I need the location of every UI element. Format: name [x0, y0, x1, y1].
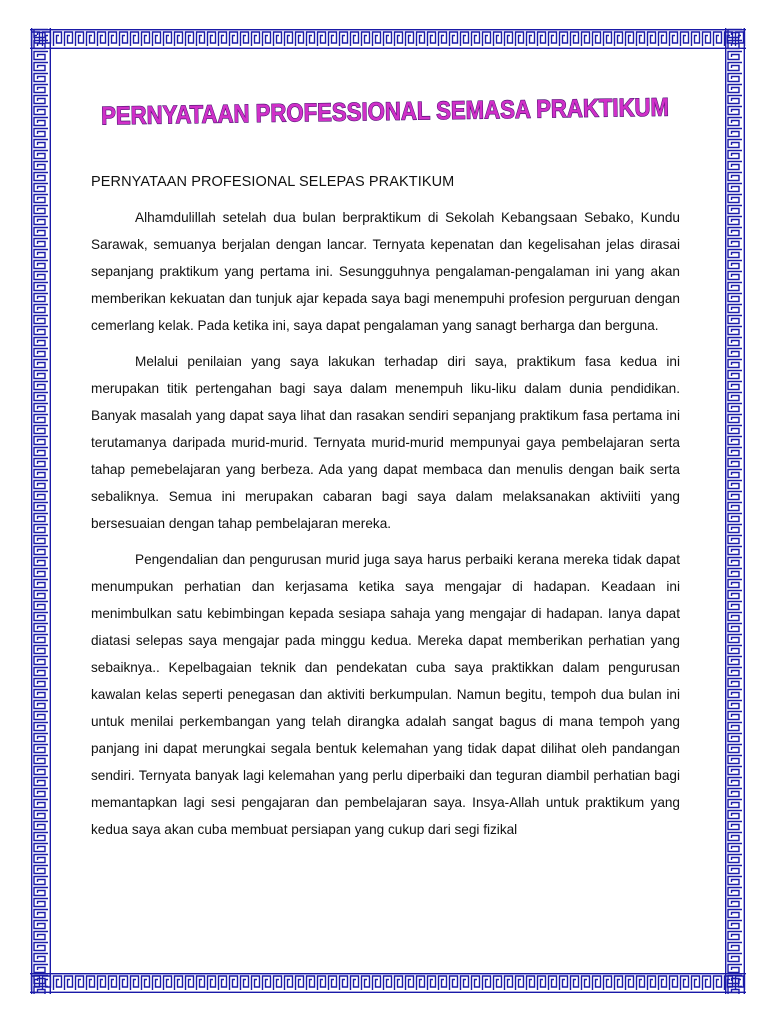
paragraph-2: Melalui penilaian yang saya lakukan terhadap diri saya, praktikum fasa kedua ini merupakan titik pertengahan bagi saya dalam menempuh liku-liku dalam dunia pendidikan. Banyak masalah yang dapat saya lihat dan rasakan sendiri sepanjang praktikum fasa pertama ini terutamanya daripada murid-murid. Ternyata murid-murid mempunyai gaya pembelajaran serta tahap pemebelajaran yang berbeza. Ada yang dapat membaca dan menulis dengan baik serta sebaliknya. Semua ini merupakan cabaran bagi saya dalam melaksanakan aktiviiti yang bersesuaian dengan tahap pembelajaran mereka. — [91, 354, 680, 531]
page-border-top — [30, 28, 746, 50]
paragraph-3: Pengendalian dan pengurusan murid juga saya harus perbaiki kerana mereka tidak dapat menumpukan perhatian dan kerjasama ketika saya mengajar di hadapan. Keadaan ini menimbulkan satu kebimbingan kepada sesiapa sahaja yang mengajar di hadapan. Ianya dapat diatasi selepas saya mengajar pada minggu kedua. Mereka dapat memberikan perhatian yang sebaiknya.. Kepelbagaian teknik dan pendekatan cuba saya praktikkan dalam pengurusan kawalan kelas seperti penegasan dan aktiviti berkumpulan. Namun begitu, tempoh dua bulan ini untuk menilai perkembangan yang telah dirangka adalah sangat bagus di mana tempoh yang panjang ini dapat merungkai segala bentuk kelemahan yang tidak dapat dilihat oleh pandangan sendiri. Ternyata banyak lagi kelemahan yang perlu diperbaiki dan teguran diambil perhatian bagi memantapkan lagi sesi pengajaran dan pembelajaran saya. Insya-Allah untuk praktikum yang kedua saya akan cuba membuat persiapan yang cukup dari segi fizikal — [91, 552, 680, 837]
document-body — [91, 174, 680, 852]
page-title-text: PERNYATAAN PROFESSIONAL SEMASA PRAKTIKUM — [100, 92, 756, 131]
page-border-right — [724, 28, 746, 994]
page-title — [90, 86, 756, 132]
section-heading: PERNYATAAN PROFESIONAL SELEPAS PRAKTIKUM — [91, 174, 455, 190]
page-border-left — [30, 28, 52, 994]
page-border-bottom — [30, 972, 746, 994]
paragraph-1: Alhamdulillah setelah dua bulan berpraktikum di Sekolah Kebangsaan Sebako, Kundu Sarawak, semuanya berjalan dengan lancar. Ternyata kepenatan dan kegelisahan jelas dirasai sepanjang praktikum yang pertama ini. Sesungguhnya pengalaman-pengalaman ini yang akan memberikan kekuatan dan tunjuk ajar kepada saya bagi menempuhi profesion perguruan dengan cemerlang kelak. Pada ketika ini, saya dapat pengalaman yang sanagt berharga dan berguna. — [91, 210, 680, 333]
